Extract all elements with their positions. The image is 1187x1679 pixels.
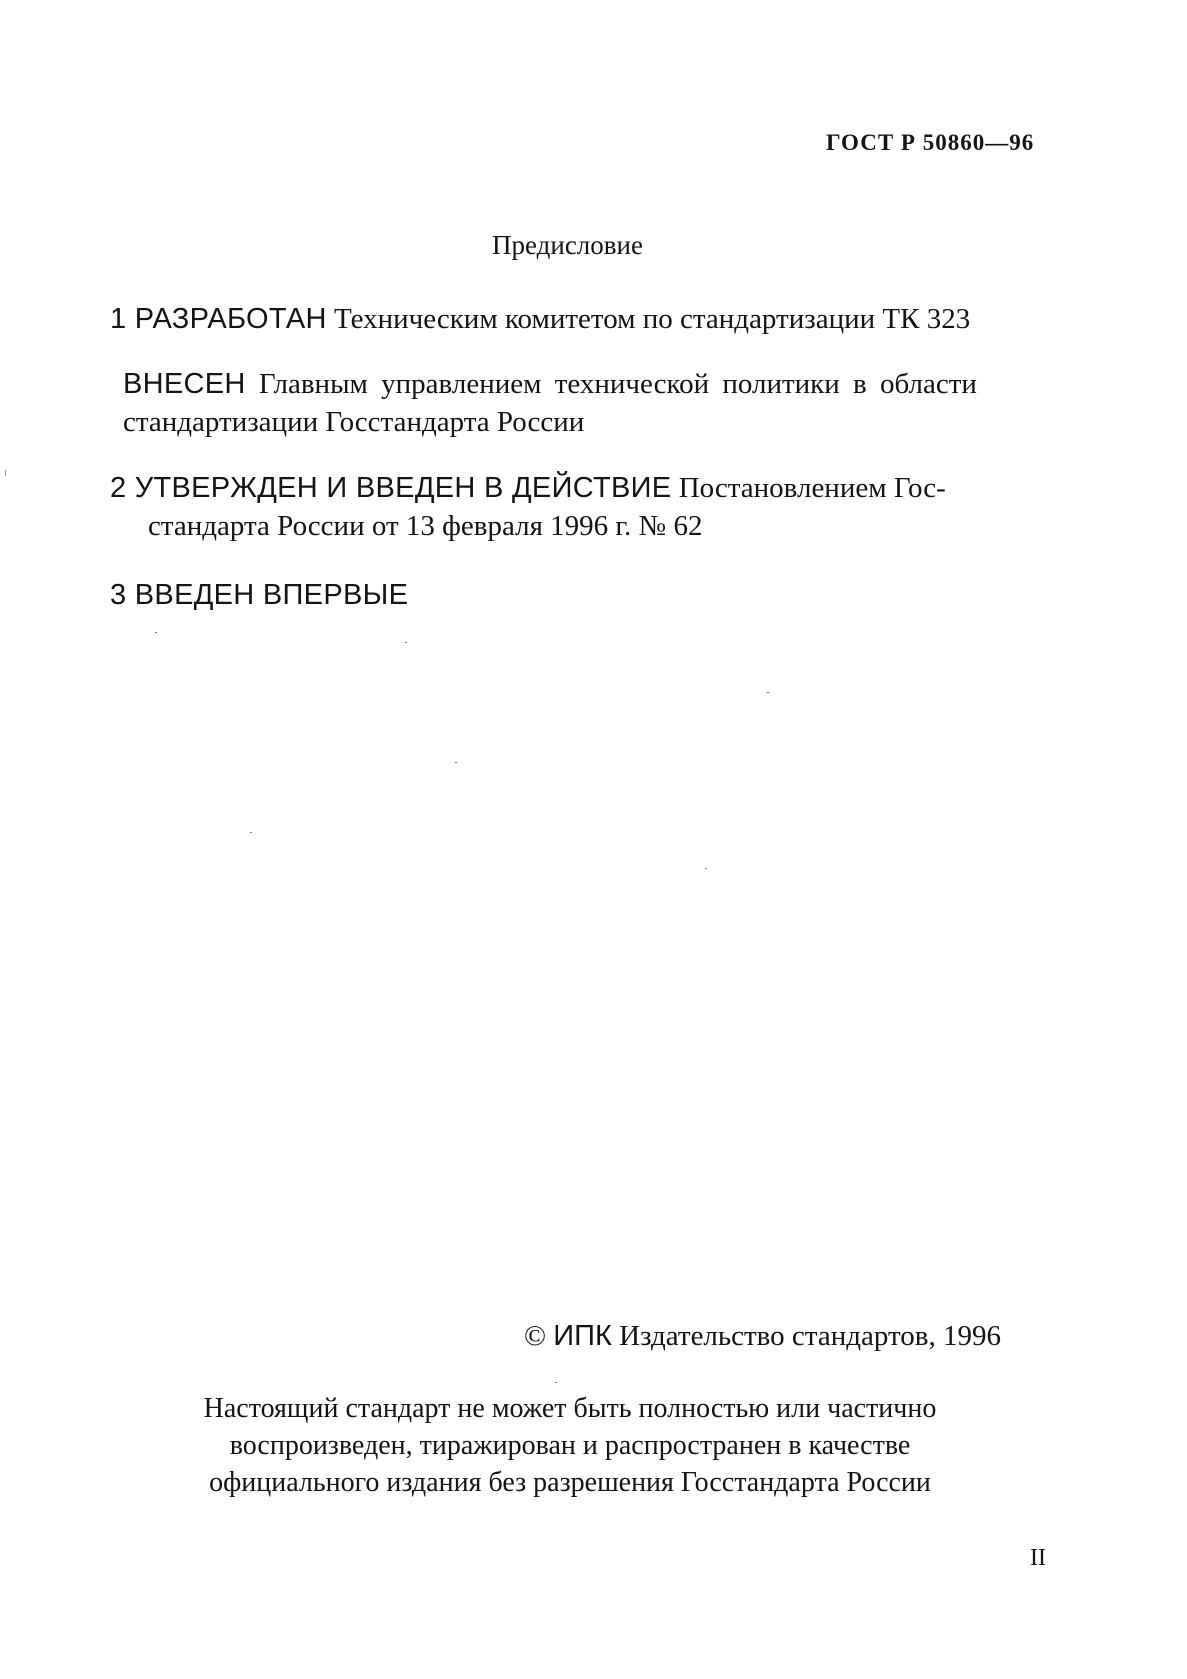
vnesen-text-1: Главным управлением технической политики в области [258, 368, 977, 400]
scan-speck [455, 762, 457, 763]
reproduction-notice [140, 1390, 1000, 1501]
copyright-line [524, 1320, 1001, 1353]
notice-line-1: Настоящий стандарт не может быть полностью или частично [203, 1393, 937, 1424]
document-code: ГОСТ Р 50860—96 [826, 130, 1035, 155]
notice-line-2: воспроизведен, тиражирован и распространен в качестве [229, 1430, 911, 1461]
scan-speck [767, 692, 769, 693]
notice-line-3: официального издания без разрешения Госстандарта России [209, 1467, 931, 1498]
item-1-text: Техническим комитетом по стандартизации ТК 323 [334, 303, 971, 335]
scan-edge-mark [5, 470, 6, 476]
foreword-item-2 [110, 469, 946, 545]
foreword-item-1 [110, 300, 970, 338]
vnesen-lead: ВНЕСЕН [123, 368, 246, 400]
copyright-org: ИПК [553, 1320, 612, 1352]
scan-speck [250, 832, 252, 833]
item-1-lead: 1 РАЗРАБОТАН [110, 303, 327, 335]
vnesen-text-2: стандартизации Госстандарта России [123, 406, 585, 438]
copyright-text: Издательство стандартов, 1996 [619, 1320, 1001, 1352]
vnesen-line-1 [123, 365, 977, 403]
foreword-vnesen [123, 365, 977, 441]
item-2-text-1: Постановлением Гос- [678, 472, 946, 504]
page-number: II [1030, 1545, 1046, 1571]
scan-speck [155, 632, 157, 633]
item-3-lead: 3 ВВЕДЕН ВПЕРВЫЕ [110, 579, 409, 611]
foreword-item-3 [110, 576, 408, 614]
item-2-lead: 2 УТВЕРЖДЕН И ВВЕДЕН В ДЕЙСТВИЕ [110, 472, 672, 504]
scan-speck [405, 642, 407, 643]
scan-speck [705, 868, 707, 869]
item-2-text-2: стандарта России от 13 февраля 1996 г. № 62 [148, 510, 703, 542]
foreword-title: Предисловие [492, 230, 643, 260]
scan-speck [555, 1382, 557, 1383]
copyright-symbol: © [524, 1320, 547, 1352]
